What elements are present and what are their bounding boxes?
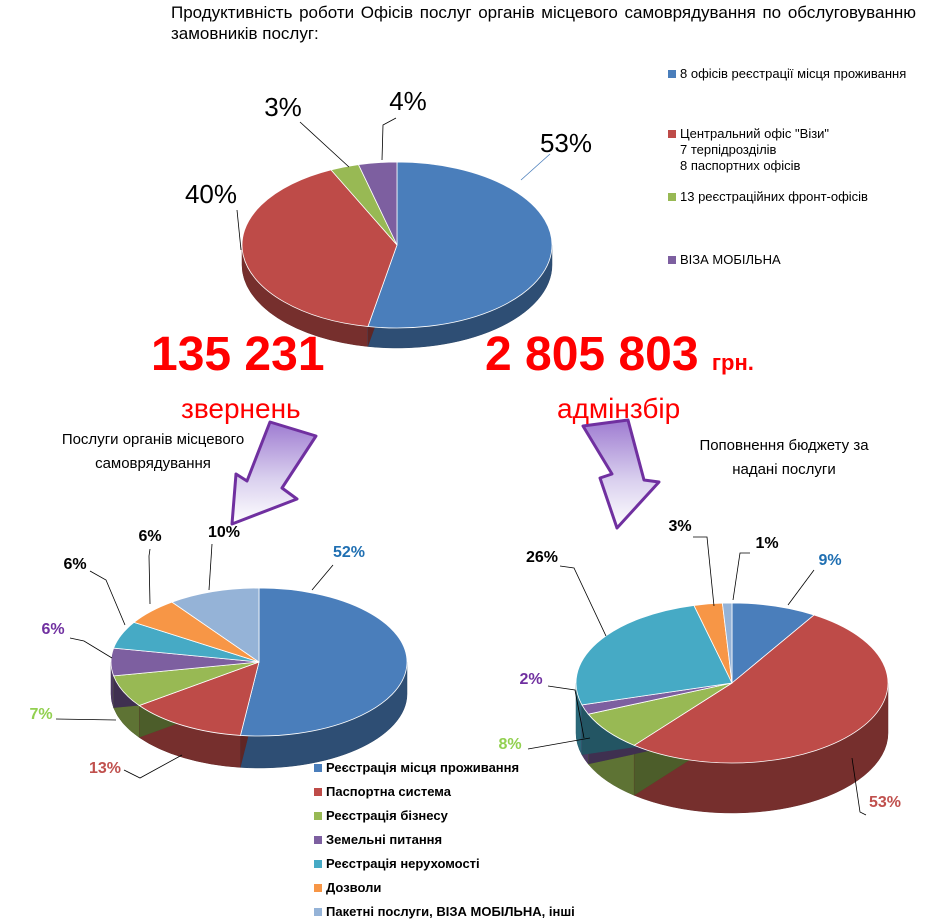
legend-item — [314, 880, 614, 898]
legend-label: Пакетні послуги, ВІЗА МОБІЛЬНА, інші — [326, 904, 575, 919]
data-label: 3% — [668, 518, 692, 535]
right-down-arrow — [583, 420, 659, 528]
legend-swatch — [668, 130, 676, 138]
leader-line — [788, 570, 814, 605]
pie-chart-1 — [185, 86, 592, 348]
leader-line — [733, 553, 750, 600]
appeals-count: 135 231 — [151, 328, 325, 381]
data-label: 6% — [41, 621, 65, 638]
legend-label: Реєстрація бізнесу — [326, 808, 448, 823]
leader-line — [124, 755, 182, 778]
data-label: 52% — [332, 544, 366, 561]
appeals-label: звернень — [181, 393, 301, 424]
data-label: 9% — [818, 552, 842, 569]
leader-line — [382, 118, 396, 160]
legend-label: 13 реєстраційних фронт-офісів — [680, 189, 868, 204]
admin-fee-amount — [485, 330, 754, 388]
leader-line — [209, 544, 212, 590]
data-label: 10% — [207, 524, 241, 541]
legend-swatch — [668, 193, 676, 201]
page-title: Продуктивність роботи Офісів послуг органів місцевого самоврядування по обслуговуванню замовників послуг: — [171, 3, 916, 43]
leader-line — [693, 537, 714, 606]
legend-label: Дозволи — [326, 880, 382, 895]
data-label: 1% — [755, 535, 779, 552]
legend-label: Реєстрація місця проживання — [326, 760, 520, 775]
legend-swatch — [314, 836, 322, 844]
leader-line — [56, 719, 116, 720]
legend-label: 8 офісів реєстрації місця проживання — [680, 66, 907, 81]
data-label: 4% — [389, 86, 427, 116]
leader-line — [560, 566, 606, 636]
data-label: 3% — [264, 92, 302, 122]
right-chart-caption: Поповнення бюджету за надані послуги — [699, 437, 869, 478]
data-label: 6% — [63, 556, 87, 573]
legend-item — [314, 784, 614, 802]
legend-swatch — [668, 70, 676, 78]
legend-swatch — [314, 884, 322, 892]
legend-item — [314, 856, 614, 874]
data-label: 8% — [498, 736, 522, 753]
legend-label: Земельні питання — [326, 832, 443, 847]
legend-swatch — [668, 256, 676, 264]
legend-swatch — [314, 764, 322, 772]
data-label: 53% — [539, 128, 593, 158]
leader-line — [237, 210, 241, 250]
legend-label: Паспортна система — [326, 784, 451, 799]
admin-fee-value: 2 805 803 — [485, 328, 699, 381]
legend-item — [314, 904, 614, 922]
data-label: 2% — [519, 671, 543, 688]
data-label: 13% — [88, 760, 122, 777]
arrows-layer — [232, 420, 659, 528]
legend-swatch — [314, 812, 322, 820]
legend-label: Центральний офіс "Візи" 7 терпідрозділів 8 паспортних офісів — [680, 126, 830, 173]
legend-swatch — [314, 908, 322, 916]
left-chart-caption: Послуги органів місцевого самоврядування — [61, 431, 245, 472]
data-label: 6% — [138, 528, 162, 545]
admin-fee-unit: грн. — [711, 350, 754, 375]
legend-label: Реєстрація нерухомості — [326, 856, 480, 871]
legend-item — [314, 808, 614, 826]
admin-fee-label: адмінзбір — [557, 393, 681, 424]
data-label: 40% — [184, 179, 238, 209]
legend-swatch — [314, 860, 322, 868]
pie-chart-2 — [29, 524, 407, 778]
legend-swatch — [314, 788, 322, 796]
leader-line — [70, 638, 112, 658]
legend-item — [314, 832, 614, 850]
legend-label: ВІЗА МОБІЛЬНА — [680, 252, 781, 267]
data-label: 26% — [525, 549, 559, 566]
leader-line — [312, 565, 333, 590]
leader-line — [149, 549, 150, 604]
data-label: 53% — [868, 794, 902, 811]
leader-line — [300, 122, 349, 167]
legend-item — [314, 760, 614, 778]
data-label: 7% — [29, 706, 53, 723]
leader-line — [90, 571, 125, 625]
